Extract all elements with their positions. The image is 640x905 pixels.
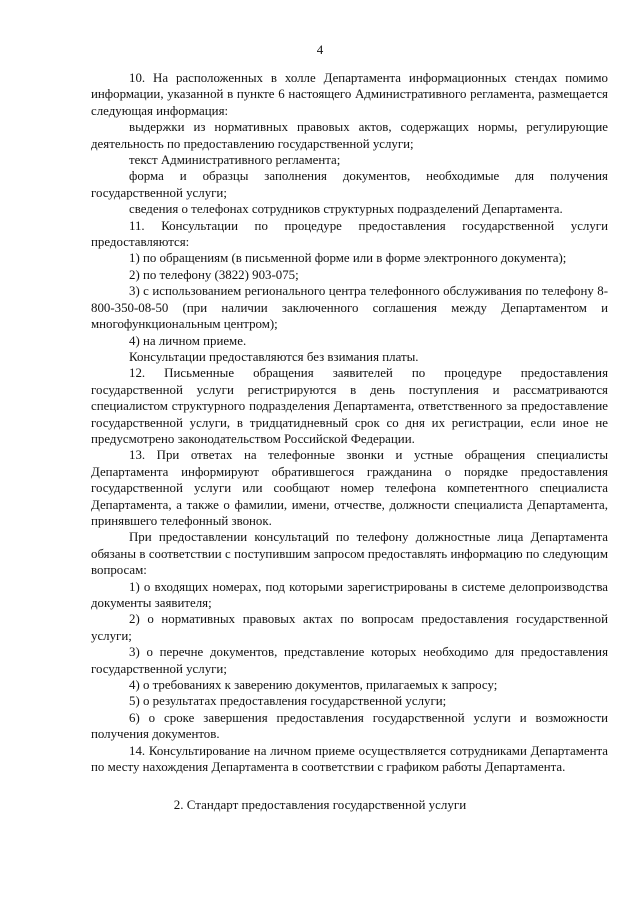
section-heading: 2. Стандарт предоставления государственной услуги xyxy=(173,797,467,812)
paragraph: Консультации предоставляются без взимания платы. xyxy=(129,349,419,364)
paragraph: 14. Консультирование на личном приеме осуществляется сотрудниками Департамента по месту нахождения Департамента в соответствии с графиком работы Департамента. xyxy=(91,743,608,775)
paragraph: текст Административного регламента; xyxy=(129,153,341,168)
paragraph: 6) о сроке завершения предоставления государственной услуги и возможности получения документов. xyxy=(91,710,608,742)
paragraph: 13. При ответах на телефонные звонки и устные обращения специалисты Департамента информируют обратившегося гражданина о порядке предоставления государственной услуги или сообщают номер телефона компетентного специалиста Департамента, а также о фамилии, имени, отчестве, должности специалиста Департамента, принявшего телефонный звонок. xyxy=(91,448,608,528)
paragraph: 10. На расположенных в холле Департамента информационных стендах помимо информации, указанной в пункте 6 настоящего Административного регламента, размещается следующая информация: xyxy=(91,71,608,118)
paragraph: 3) о перечне документов, представление которых необходимо для предоставления государственной услуги; xyxy=(91,645,608,676)
paragraph: сведения о телефонах сотрудников структурных подразделений Департамента. xyxy=(129,202,563,217)
paragraph: 1) по обращениям (в письменной форме или в форме электронного документа); xyxy=(129,251,567,266)
paragraph: 3) с использованием регионального центра телефонного обслуживания по телефону 8-800-350-08-50 (при наличии заключенного соглашения между Департаментом и многофункциональным центром); xyxy=(91,284,608,332)
document-body xyxy=(91,70,608,775)
paragraph: 2) по телефону (3822) 903-075; xyxy=(129,267,299,282)
paragraph: 4) о требованиях к заверению документов, прилагаемых к запросу; xyxy=(129,678,498,693)
paragraph: 12. Письменные обращения заявителей по процедуре предоставления государственной услуги регистрируются в день поступления и рассматриваются специалистом структурного подразделения Департамента, ответственного за предоставление государственной услуги, в тридцатидневный срок со дня их регистрации, если иное не предусмотрено законодательством Российской Федерации. xyxy=(91,366,608,446)
paragraph: 2) о нормативных правовых актах по вопросам предоставления государственной услуги; xyxy=(91,612,608,643)
paragraph: 11. Консультации по процедуре предоставления государственной услуги предоставляются: xyxy=(91,218,608,250)
paragraph: 1) о входящих номерах, под которыми зарегистрированы в системе делопроизводства документы заявителя; xyxy=(91,579,608,610)
paragraph: выдержки из нормативных правовых актов, содержащих нормы, регулирующие деятельность по предоставлению государственной услуги; xyxy=(91,120,608,151)
paragraph: При предоставлении консультаций по телефону должностные лица Департамента обязаны в соответствии с поступившим запросом предоставлять информацию по следующим вопросам: xyxy=(91,530,608,578)
page-number: 4 xyxy=(316,42,324,57)
paragraph: 5) о результатах предоставления государственной услуги; xyxy=(129,694,447,709)
paragraph: форма и образцы заполнения документов, необходимые для получения государственной услуги; xyxy=(91,169,608,200)
paragraph: 4) на личном приеме. xyxy=(129,333,247,348)
